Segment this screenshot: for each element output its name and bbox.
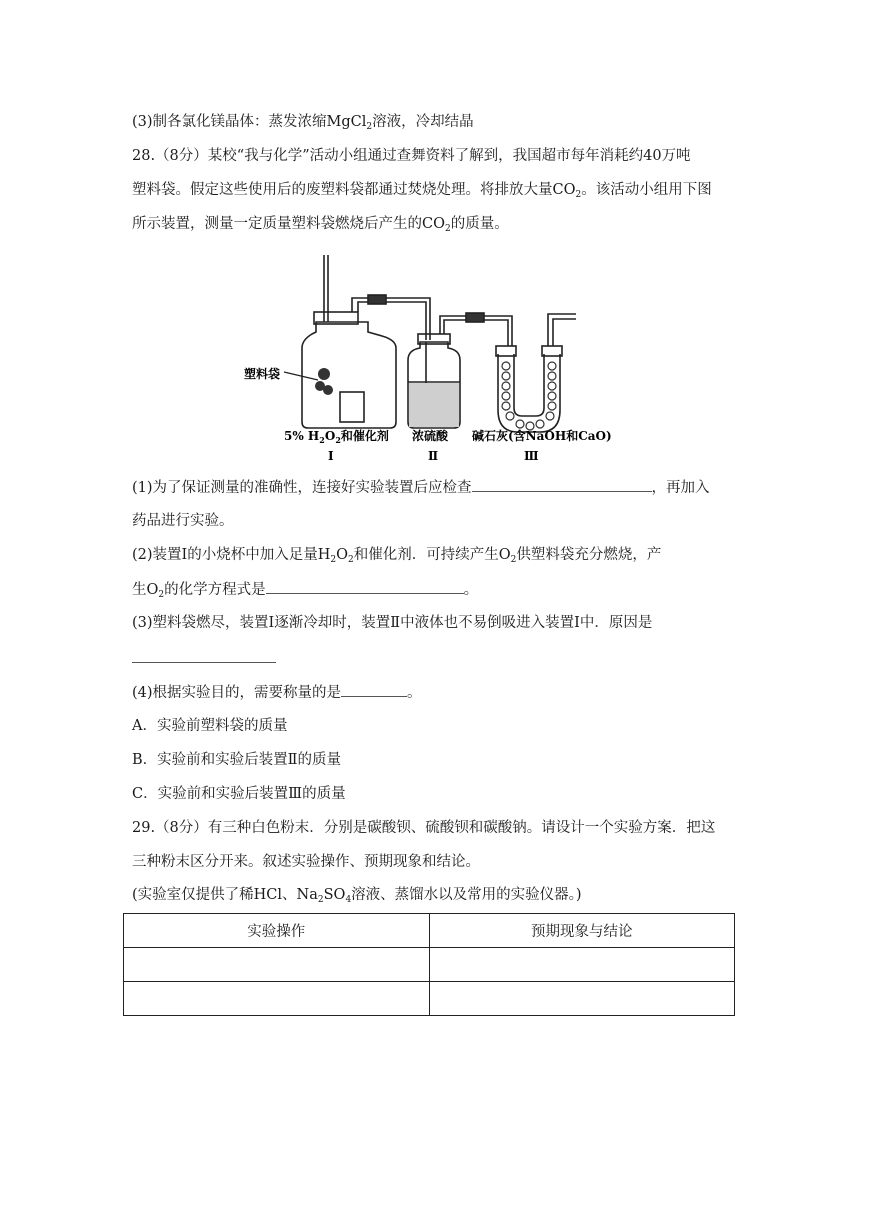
answer-blank-1[interactable] [472, 477, 652, 492]
header-operation: 实验操作 [124, 914, 430, 948]
table-cell[interactable] [124, 982, 430, 1016]
table-header-row [124, 914, 735, 948]
part-1-line-1: (1)为了保证测量的准确性，连接好实验装置后应检查 ，再加入 [132, 477, 710, 498]
part-4-line: (4)根据实验目的，需要称量的是 。 [132, 682, 422, 703]
part-2-line-1: (2)装置Ⅰ的小烧杯中加入足量$H_2O_2$和催化剂．可持续产生$O_2$供塑料袋充分燃烧，产 [132, 547, 662, 565]
roman-two: Ⅱ [428, 449, 439, 463]
part-1-line-2: 药品进行实验。 [132, 513, 234, 529]
bag-label: 塑料袋 [244, 367, 281, 381]
roman-three: Ⅲ [524, 449, 539, 463]
option-a: A．实验前塑料袋的质量 [132, 718, 288, 734]
table-cell[interactable] [429, 948, 735, 982]
bottle-one [302, 322, 396, 428]
table-row [124, 948, 735, 982]
part-3-blank-line [132, 648, 276, 669]
connector-one [368, 295, 386, 304]
answer-blank-4[interactable] [341, 682, 407, 697]
question-28-line-3: 所示装置，测量一定质量塑料袋燃烧后产生的$CO_2$的质量。 [132, 216, 509, 234]
u-tube-stopper-right [542, 346, 562, 356]
part-2-line-2: 生$O_2$的化学方程式是 。 [132, 579, 478, 600]
question-29-line-3: (实验室仅提供了稀HCl、$Na_2SO_4$溶液、蒸馏水以及常用的实验仪器。) [132, 887, 582, 905]
u-tube-inner [514, 354, 544, 416]
label-device-one: 5% $H_2O_2$和催化剂 [284, 429, 389, 445]
apparatus-figure [240, 250, 630, 465]
question-29-line-2: 三种粉末区分开来。叙述实验操作、预期现象和结论。 [132, 854, 480, 870]
label-device-three: 碱石灰(含NaOH和CaO) [472, 429, 612, 443]
question-28-line-2: 塑料袋。假定这些使用后的废塑料袋都通过焚烧处理。将排放大量$CO_2$。该活动小组用下图 [132, 182, 712, 200]
label-device-two: 浓硫酸 [412, 429, 449, 443]
option-b: B．实验前和实验后装置Ⅱ的质量 [132, 752, 342, 768]
u-tube-stopper-left [496, 346, 516, 356]
question-28-line-1: 28.（8分）某校“我与化学”活动小组通过查舞资料了解到，我国超市每年消耗约40万吨 [132, 148, 691, 164]
table-cell[interactable] [124, 948, 430, 982]
table-row [124, 982, 735, 1016]
question-29-line-1: 29.（8分）有三种白色粉末．分别是碳酸钡、硫酸钡和碳酸钠。请设计一个实验方案．把这 [132, 820, 716, 836]
text-line-prep-mgcl2: (3)制各氯化镁晶体：蒸发浓缩MgCl$_2$溶液，冷却结晶 [132, 114, 474, 132]
option-c: C．实验前和实验后装置Ⅲ的质量 [132, 786, 346, 802]
header-result: 预期现象与结论 [429, 914, 735, 948]
table-cell[interactable] [429, 982, 735, 1016]
small-beaker [340, 392, 364, 422]
part-3-line: (3)塑料袋燃尽，装置Ⅰ逐渐冷却时，装置Ⅱ中液体也不易倒吸进入装置Ⅰ中．原因是 [132, 615, 653, 631]
answer-table [123, 913, 735, 1016]
answer-blank-3[interactable] [132, 648, 276, 663]
connector-two [466, 313, 484, 322]
roman-one: Ⅰ [328, 449, 334, 463]
answer-blank-2[interactable] [266, 579, 464, 594]
